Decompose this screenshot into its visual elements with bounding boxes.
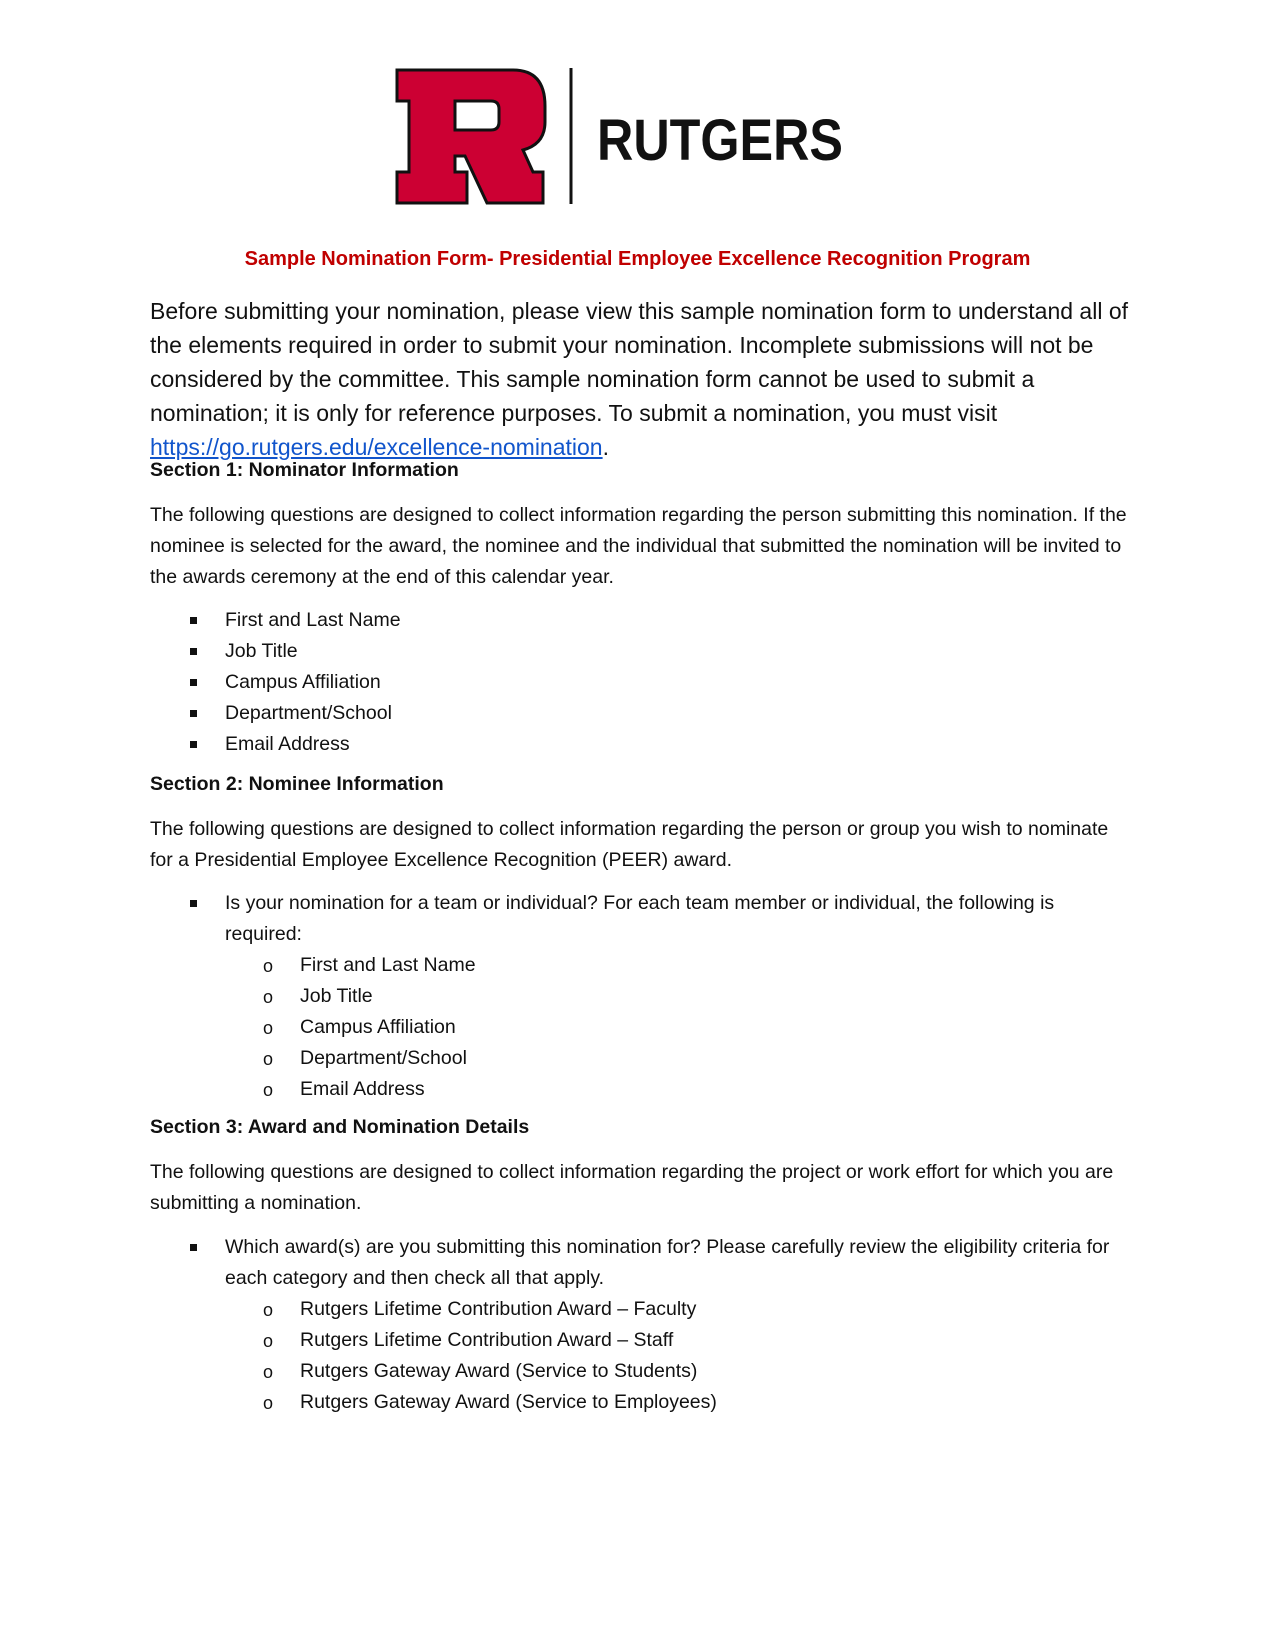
sublist-item: o Rutgers Lifetime Contribution Award – Staff — [225, 1325, 1205, 1356]
section-2-question: Is your nomination for a team or individual? For each team member or individual, the following is required: — [225, 892, 1055, 945]
rutgers-r-icon — [397, 70, 545, 203]
section-2-sublist — [225, 950, 1205, 1105]
section-1-description: The following questions are designed to collect information regarding the person submitting this nomination. If the nominee is selected for the award, the nominee and the individual that submitted the nomination will be invited to the awards ceremony at the end of this calendar year. — [150, 504, 1127, 588]
section-2-list — [150, 888, 1130, 1105]
section-1-heading: Section 1: Nominator Information — [150, 459, 459, 481]
list-item: Campus Affiliation — [150, 667, 1130, 698]
rutgers-logo — [395, 68, 865, 210]
sublist-item: o Job Title — [225, 981, 1205, 1012]
list-item: First and Last Name — [150, 605, 1130, 636]
section-3-list — [150, 1232, 1130, 1418]
sublist-item: o Campus Affiliation — [225, 1012, 1205, 1043]
nomination-link[interactable]: https://go.rutgers.edu/excellence-nomination — [150, 434, 603, 460]
list-item: Department/School — [150, 698, 1130, 729]
sublist-item: o Rutgers Gateway Award (Service to Employees) — [225, 1387, 1205, 1418]
list-item: Job Title — [150, 636, 1130, 667]
list-item — [150, 888, 1130, 1105]
list-item — [150, 1232, 1130, 1418]
intro-text: Before submitting your nomination, please view this sample nomination form to understand all of the elements required in order to submit your nomination. Incomplete submissions will not be considered by the committee. This sample nomination form cannot be used to submit a nomination; it is only for reference purposes. To submit a nomination, you must visit — [150, 298, 1129, 426]
section-3-heading: Section 3: Award and Nomination Details — [150, 1116, 530, 1138]
section-1-list — [150, 605, 1130, 760]
page-title: Sample Nomination Form- Presidential Employee Excellence Recognition Program — [244, 248, 1031, 270]
sublist-item: o Rutgers Lifetime Contribution Award – Faculty — [225, 1294, 1205, 1325]
section-3-description: The following questions are designed to collect information regarding the project or work effort for which you are submitting a nomination. — [150, 1161, 1114, 1214]
sublist-item: o Department/School — [225, 1043, 1205, 1074]
sublist-item: o Rutgers Gateway Award (Service to Students) — [225, 1356, 1205, 1387]
section-3-sublist — [225, 1294, 1205, 1418]
sublist-item: o First and Last Name — [225, 950, 1205, 981]
section-2-description: The following questions are designed to collect information regarding the person or group you wish to nominate for a Presidential Employee Excellence Recognition (PEER) award. — [150, 818, 1109, 871]
intro-paragraph: Before submitting your nomination, please view this sample nomination form to understand all of the elements required in order to submit your nomination. Incomplete submissions will not be considered by the committee. This sample nomination form cannot be used to submit a nomination; it is only for reference purposes. To submit a nomination, you must visit https://go.rutgers.edu/excellence-nomination. — [150, 298, 1129, 460]
sublist-item: o Email Address — [225, 1074, 1205, 1105]
section-2-heading: Section 2: Nominee Information — [150, 773, 444, 795]
list-item: Email Address — [150, 729, 1130, 760]
rutgers-wordmark: RUTGERS — [597, 108, 843, 173]
section-3-question: Which award(s) are you submitting this nomination for? Please carefully review the eligibility criteria for each category and then check all that apply. — [225, 1236, 1110, 1289]
